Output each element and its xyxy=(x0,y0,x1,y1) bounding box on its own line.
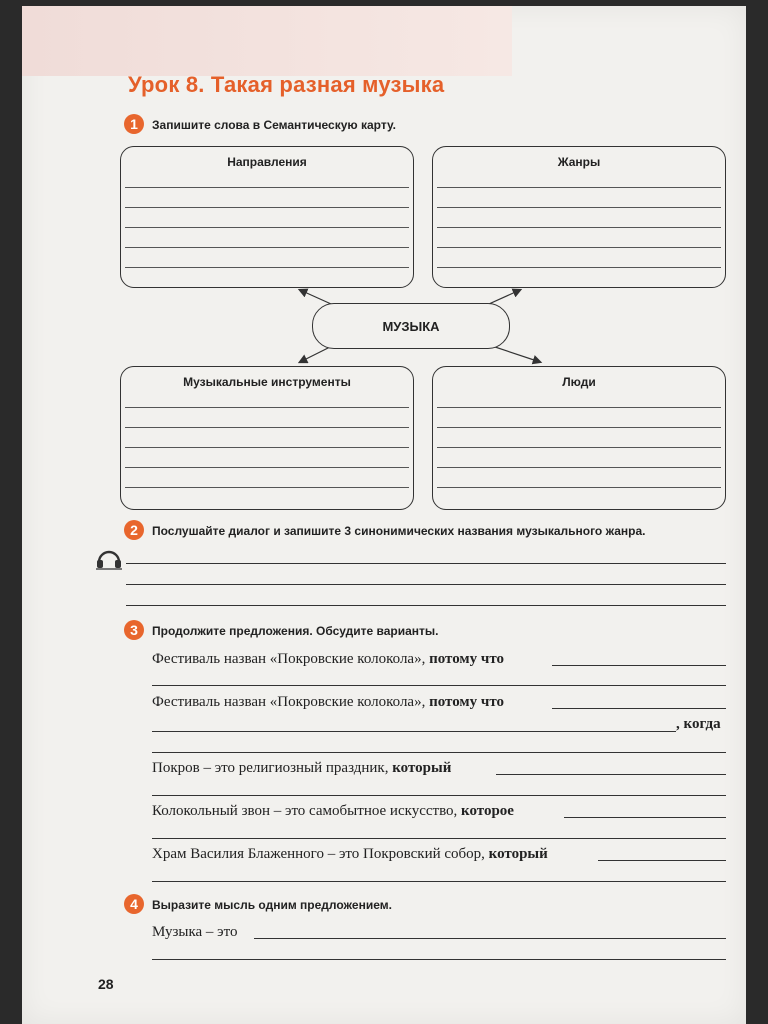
task-2-instruction: Послушайте диалог и запишите 3 синонимических названия музыкального жанра. xyxy=(152,524,646,538)
answer-line[interactable] xyxy=(126,563,726,564)
answer-line[interactable] xyxy=(152,838,726,839)
sentence-task-4: Музыка – это xyxy=(152,924,238,940)
task-3-badge: 3 xyxy=(124,620,144,640)
lesson-title: Урок 8. Такая разная музыка xyxy=(128,72,445,97)
headphones-icon xyxy=(96,548,122,570)
answer-line[interactable] xyxy=(437,407,721,408)
sentence-4: Колокольный звон – это самобытное искусство, которое xyxy=(152,803,514,819)
sentence-2-tail: , когда xyxy=(676,716,721,732)
box-directions-title: Направления xyxy=(227,155,307,169)
answer-line[interactable] xyxy=(125,427,409,428)
answer-line[interactable] xyxy=(152,881,726,882)
answer-line[interactable] xyxy=(125,407,409,408)
answer-line[interactable] xyxy=(552,708,726,709)
answer-line[interactable] xyxy=(125,447,409,448)
sentence-1: Фестиваль назван «Покровские колокола», потому что xyxy=(152,651,505,667)
answer-line[interactable] xyxy=(125,467,409,468)
answer-line[interactable] xyxy=(152,731,676,732)
answer-line[interactable] xyxy=(437,487,721,488)
sentence-5: Храм Василия Блаженного – это Покровский собор, который xyxy=(152,846,548,862)
answer-line[interactable] xyxy=(552,665,726,666)
box-genres-title: Жанры xyxy=(557,155,601,169)
answer-line[interactable] xyxy=(496,774,726,775)
answer-line[interactable] xyxy=(254,938,726,939)
task-1-instruction: Запишите слова в Семантическую карту. xyxy=(152,118,396,132)
answer-line[interactable] xyxy=(437,467,721,468)
answer-line[interactable] xyxy=(598,860,726,861)
sentence-3: Покров – это религиозный праздник, который xyxy=(152,760,452,776)
box-instruments xyxy=(120,366,414,510)
answer-line[interactable] xyxy=(125,487,409,488)
box-people xyxy=(432,366,726,510)
answer-line[interactable] xyxy=(152,959,726,960)
sentence-2: Фестиваль назван «Покровские колокола», потому что xyxy=(152,694,505,710)
center-node-music: МУЗЫКА xyxy=(312,303,510,349)
answer-line[interactable] xyxy=(564,817,726,818)
answer-line[interactable] xyxy=(152,795,726,796)
answer-line[interactable] xyxy=(126,584,726,585)
task-4-instruction: Выразите мысль одним предложением. xyxy=(152,898,392,912)
page-number: 28 xyxy=(98,976,114,992)
answer-line[interactable] xyxy=(152,685,726,686)
answer-line[interactable] xyxy=(126,605,726,606)
task-3-instruction: Продолжите предложения. Обсудите варианты. xyxy=(152,624,439,638)
answer-line[interactable] xyxy=(152,752,726,753)
task-4-badge: 4 xyxy=(124,894,144,914)
task-1-badge: 1 xyxy=(124,114,144,134)
answer-line[interactable] xyxy=(437,427,721,428)
answer-line[interactable] xyxy=(437,447,721,448)
box-people-title: Люди xyxy=(562,375,596,389)
task-2-badge: 2 xyxy=(124,520,144,540)
box-instruments-title: Музыкальные инструменты xyxy=(183,375,351,389)
